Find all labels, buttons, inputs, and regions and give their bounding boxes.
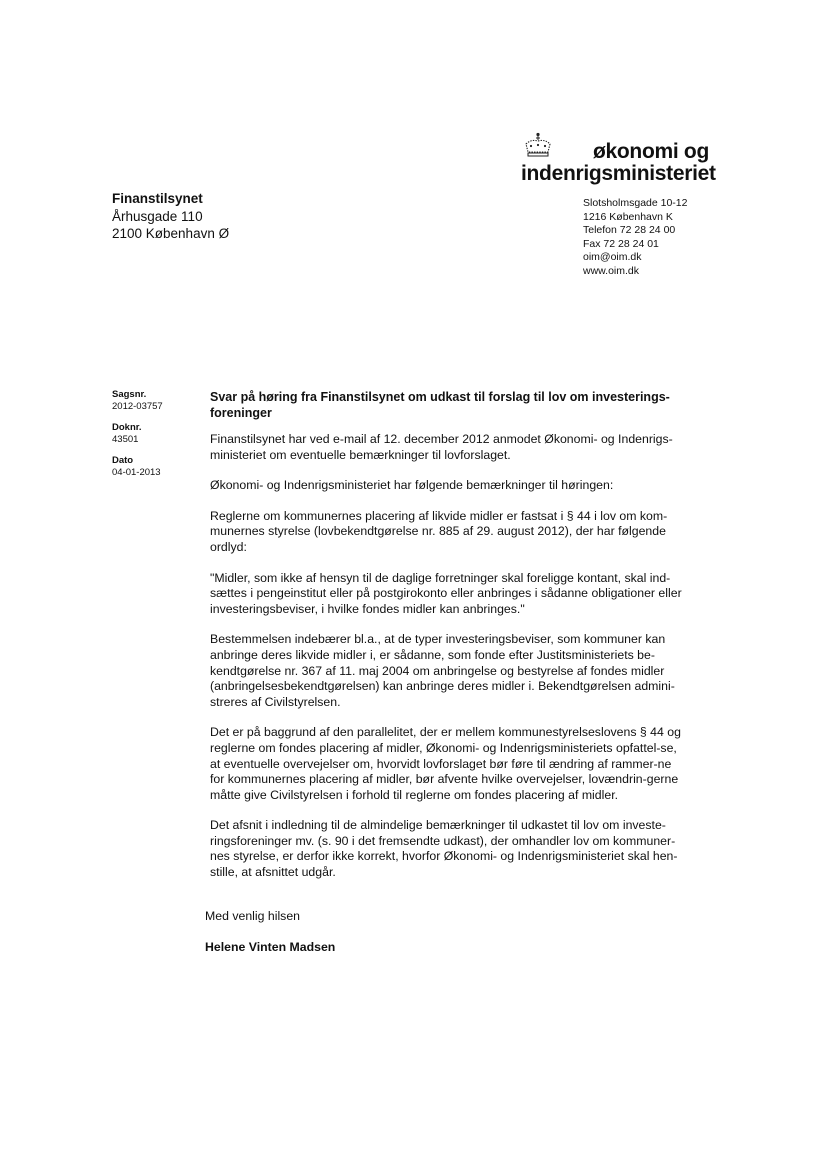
sender-fax: Fax 72 28 24 01 — [583, 237, 659, 250]
date-label: Dato — [112, 455, 134, 466]
signer-name: Helene Vinten Madsen — [205, 940, 336, 954]
sender-web: www.oim.dk — [583, 264, 640, 277]
body-paragraph: Reglerne om kommunernes placering af likvide midler er fastsat i § 44 i lov om kom-munernes styrelse (lovbekendtgørelse nr. 885 af 29. august 2012), der har følgende ordlyd: — [210, 508, 668, 554]
ministry-logo — [519, 132, 716, 188]
doc-number-value: 43501 — [112, 434, 139, 445]
body-paragraph: "Midler, som ikke af hensyn til de daglige forretninger skal foreligge kontant, skal ind-sættes i pengeinstitut eller på postgirokonto eller anbringes i sådanne obligationer eller investeringsbeviser, i hvilke fondes midler kan anbringes." — [210, 570, 682, 616]
logo-text-line2: indenrigsministeriet — [521, 162, 716, 185]
document-meta — [112, 389, 163, 488]
date-value: 04-01-2013 — [112, 467, 161, 478]
letter-body — [210, 432, 688, 896]
recipient-street: Århusgade 110 — [112, 208, 203, 224]
case-number-value: 2012-03757 — [112, 401, 163, 412]
body-paragraph: Bestemmelsen indebærer bl.a., at de typer investeringsbeviser, som kommuner kan anbringe deres likvide midler i, er sådanne, som fonde efter Justitsministeriets be-kendtgørelse nr. 367 af 11. maj 2004 om anbringelse og bestyrelse af fondes midler (anbringelsesbekendtgørelsen) kan anbringe deres midler i. Bekendtgørelsen admini-streres af Civilstyrelsen. — [210, 632, 675, 709]
body-paragraph: Økonomi- og Indenrigsministeriet har følgende bemærkninger til høringen: — [210, 478, 614, 493]
recipient-city: 2100 København Ø — [112, 226, 230, 241]
body-paragraph: Finanstilsynet har ved e-mail af 12. december 2012 anmodet Økonomi- og Indenrigs-ministeriet om eventuelle bemærkninger til lovforslaget. — [210, 432, 673, 462]
doc-number-label: Doknr. — [112, 422, 142, 433]
sender-email: oim@oim.dk — [583, 251, 642, 263]
recipient-address — [112, 190, 229, 243]
body-paragraph: Det er på baggrund af den parallelitet, der er mellem kommunestyrelseslovens § 44 og reglerne om fondes placering af midler, Økonomi- og Indenrigsministeriets opfattel-se, at eventuelle overvejelser om, hvorvidt lovforslaget bør føre til ændring af rammer-ne for kommunernes placering af midler, bør afvente hvilke overvejelser, lovændrin-gerne måtte give Civilstyrelsen i forhold til reglerne om fondes placering af midler. — [210, 725, 681, 802]
sender-contact — [583, 197, 687, 278]
sender-address: Slotsholmsgade 10-12 — [583, 197, 688, 209]
body-paragraph: Det afsnit i indledning til de almindelige bemærkninger til udkastet til lov om investe-ringsforeninger mv. (s. 90 i det fremsendte udkast), der omhandler lov om kommuner-nes styrelse, er derfor ikke korrekt, hvorfor Økonomi- og Indenrigsministeriet skal hen-stille, at afsnittet udgår. — [210, 818, 678, 880]
sender-phone: Telefon 72 28 24 00 — [583, 224, 676, 236]
letter-closing: Med venlig hilsen — [205, 909, 301, 923]
sender-city: 1216 København K — [583, 210, 673, 223]
crown-icon — [523, 132, 553, 158]
letter-subject: Svar på høring fra Finanstilsynet om udkast til forslag til lov om investerings-foreninger — [210, 390, 670, 420]
logo-text-line1: økonomi og — [593, 140, 709, 163]
case-number-label: Sagsnr. — [112, 389, 147, 400]
recipient-name: Finanstilsynet — [112, 191, 203, 206]
